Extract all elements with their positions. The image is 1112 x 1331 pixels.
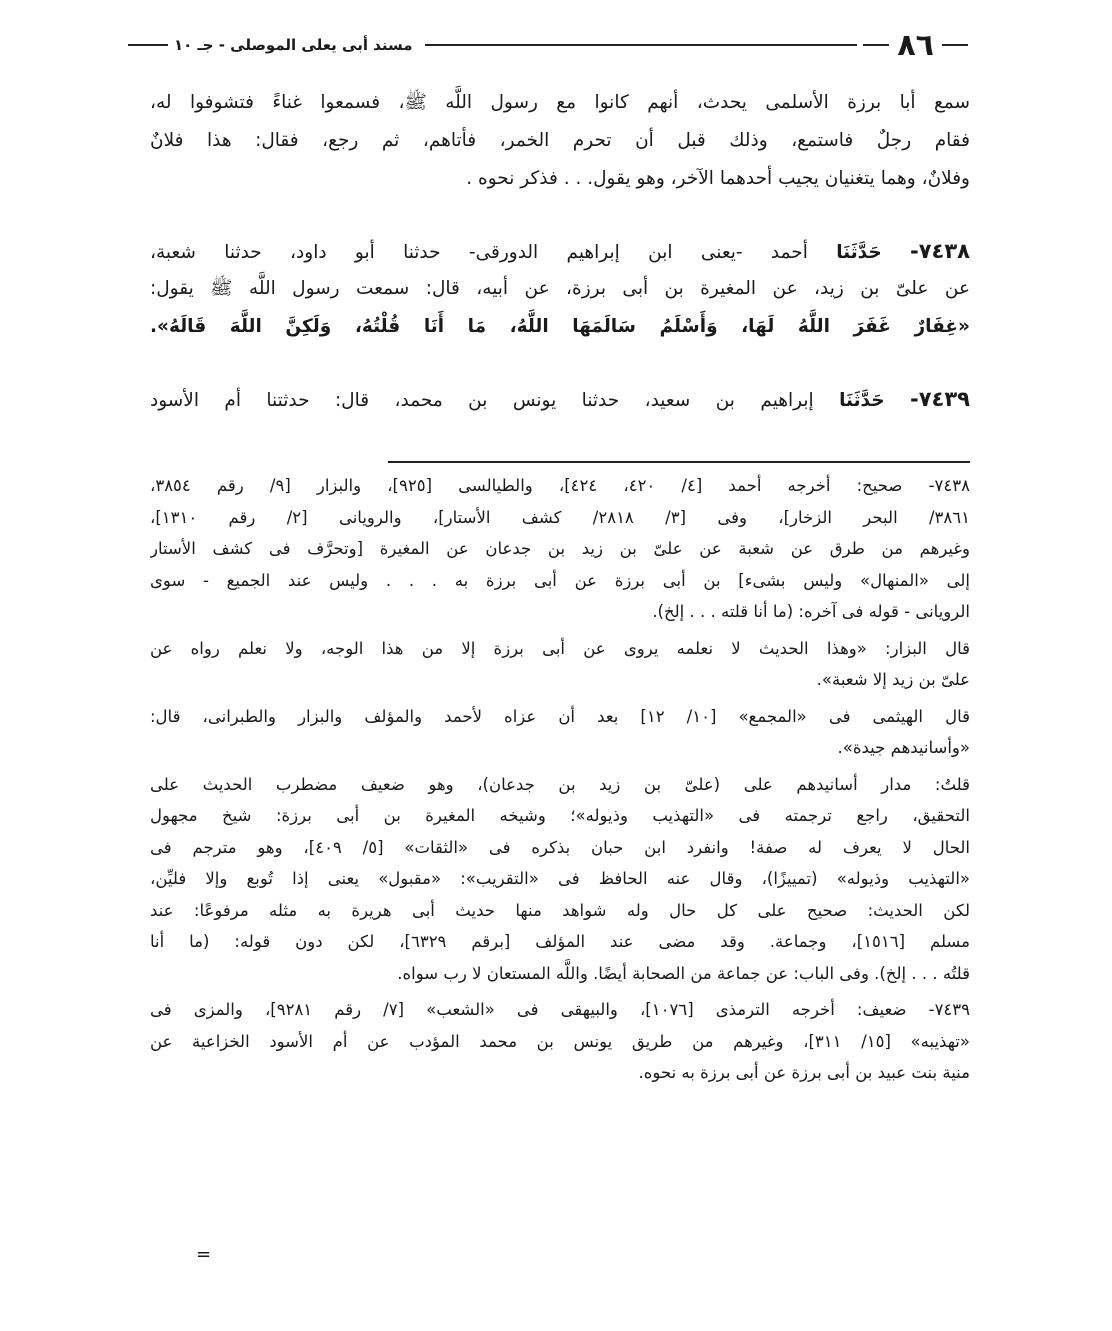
main-text-para1 [150,84,970,198]
header-rule [425,44,858,46]
main-line: وفلانٌ، وهما يتغنيان يجيب أحدهما الآخر، وهو يقول. . . فذكر نحوه . [466,168,970,189]
hadith-7439 [150,380,970,418]
note-line: قلتُ: مدار أسانيدهم على (علىّ بن زيد بن جدعان)، وهو ضعيف مضطرب الحديث على [150,774,970,794]
note-line: «وأسانيدهم جيدة». [837,738,970,757]
hadith-text: إبراهيم بن سعيد، حدثنا يونس بن محمد، قال: حدثتنا أم الأسود [150,390,814,411]
page-header [128,28,968,62]
note-line: «التهذيب وذيوله» (تمييزًا)، وقال عنه الحافظ فى «التقريب»: «مقبول» يعنى إذا تُوبع وإلا فليِّن، [150,869,970,888]
note-line: قال البزار: «وهذا الحديث لا نعلمه يروى عن أبى برزة إلا من هذا الوجه، ولا نعلم رواه عن [150,638,970,658]
note-line: قال الهيثمى فى «المجمع» [١٠/ ١٢] بعد أن عزاه لأحمد والمؤلف والبزار والطبرانى، قال: [150,706,970,726]
header-dash-right [942,44,968,46]
main-line [150,380,970,418]
note-line: الرويانى - قوله فى آخره: (ما أنا قلته . . . إلخ). [652,602,970,621]
main-line [150,232,970,270]
header-dash-left [128,44,168,46]
note-line: علىّ بن زيد إلا شعبة». [816,670,970,689]
hadith-text: أحمد -يعنى ابن إبراهيم الدورقى- حدثنا أبو داود، حدثنا شعبة، [150,242,808,263]
note-line: إلى «المنهال» وليس بشىء] بن أبى برزة عن أبى برزة به . . . وليس عند الجميع - سوى [150,570,970,590]
note-line: قلتُه . . . إلخ). وفى الباب: عن جماعة من الصحابة أيضًا. واللَّه المستعان لا رب سواه. [397,963,970,983]
note-line: ٧٤٣٨- صحيح: أخرجه أحمد [٤/ ٤٢٠، ٤٢٤]، والطيالسى [٩٢٥]، والبزار [٩/ رقم ٣٨٥٤، [150,476,970,495]
hadith-7438 [150,232,970,346]
note-line: لكن الحديث: صحيح على كل حال وله شواهد منها حديث أبى هريرة به مثله مرفوعًا: عند [150,900,970,920]
page-number: ٨٦ [897,27,934,63]
main-line: سمع أبا برزة الأسلمى يحدث، أنهم كانوا مع رسول اللَّه ﷺ، فسمعوا غناءً فتشوفوا له، [150,92,970,113]
note-line: ٧٤٣٩- ضعيف: أخرجه الترمذى [١٠٧٦]، والبيهقى فى «الشعب» [٧/ رقم ٩٢٨١]، والمزى فى [150,1000,970,1019]
haddathana: حَدَّثَنَا [836,242,882,263]
main-line: عن علىّ بن زيد، عن المغيرة بن أبى برزة، عن أبيه، قال: سمعت رسول اللَّه ﷺ يقول: [150,278,970,299]
hadith-number: ٧٤٣٩- [909,387,970,411]
note-line: الحال لا يعرف له صفة! وانفرد ابن حبان بذكره فى «الثقات» [٥/ ٤٠٩]، وهو مترجم فى [150,837,970,857]
note-line: «تهذيبه» [١٥/ ٣١١]، وغيرهم من طريق يونس بن محمد المؤدب عن أم الأسود الخزاعية عن [150,1031,970,1051]
note-line: ٣٨٦١/ البحر الزخار]، وفى [٣/ ٢٨١٨/ كشف الأستار]، والرويانى [٢/ رقم ١٣١٠]، [150,507,970,527]
running-title: مسند أبى يعلى الموصلى - جـ ١٠ [174,36,413,54]
header-dash-right-2 [863,44,889,46]
continuation-mark: = [196,1244,212,1265]
note-line: منية بنت عبيد بن أبى برزة عن أبى برزة به نحوه. [638,1063,970,1082]
note-line: التحقيق، راجع ترجمته فى «التهذيب وذيوله»؛ وشيخه المغيرة بن أبى برزة: شيخ مجهول [150,806,970,825]
note-line: وغيرهم من طرق عن شعبة عن علىّ بن زيد بن جدعان عن المغيرة [وتحرَّف فى كشف الأستار [150,539,970,558]
hadith-number: ٧٤٣٨- [910,239,970,263]
footnote-divider [388,461,970,463]
note-line: مسلم [١٥١٦]، وجماعة. وقد مضى عند المؤلف [برقم ٦٣٢٩]، لكن دون قوله: (ما أنا [150,932,970,951]
main-line: فقام رجلٌ فاستمع، وذلك قبل أن تحرم الخمر، فأتاهم، ثم رجع، فقال: هذا فلانٌ [150,130,970,151]
haddathana: حَدَّثَنَا [839,390,885,411]
hadith-matn: «غِفَارٌ غَفَرَ اللَّهُ لَهَا، وَأَسْلَمُ سَالَمَهَا اللَّهُ، مَا أَنَا قُلْتُهُ، وَلَكِنَّ اللَّهَ قَالَهُ». [150,316,970,337]
footnotes [150,470,970,1089]
